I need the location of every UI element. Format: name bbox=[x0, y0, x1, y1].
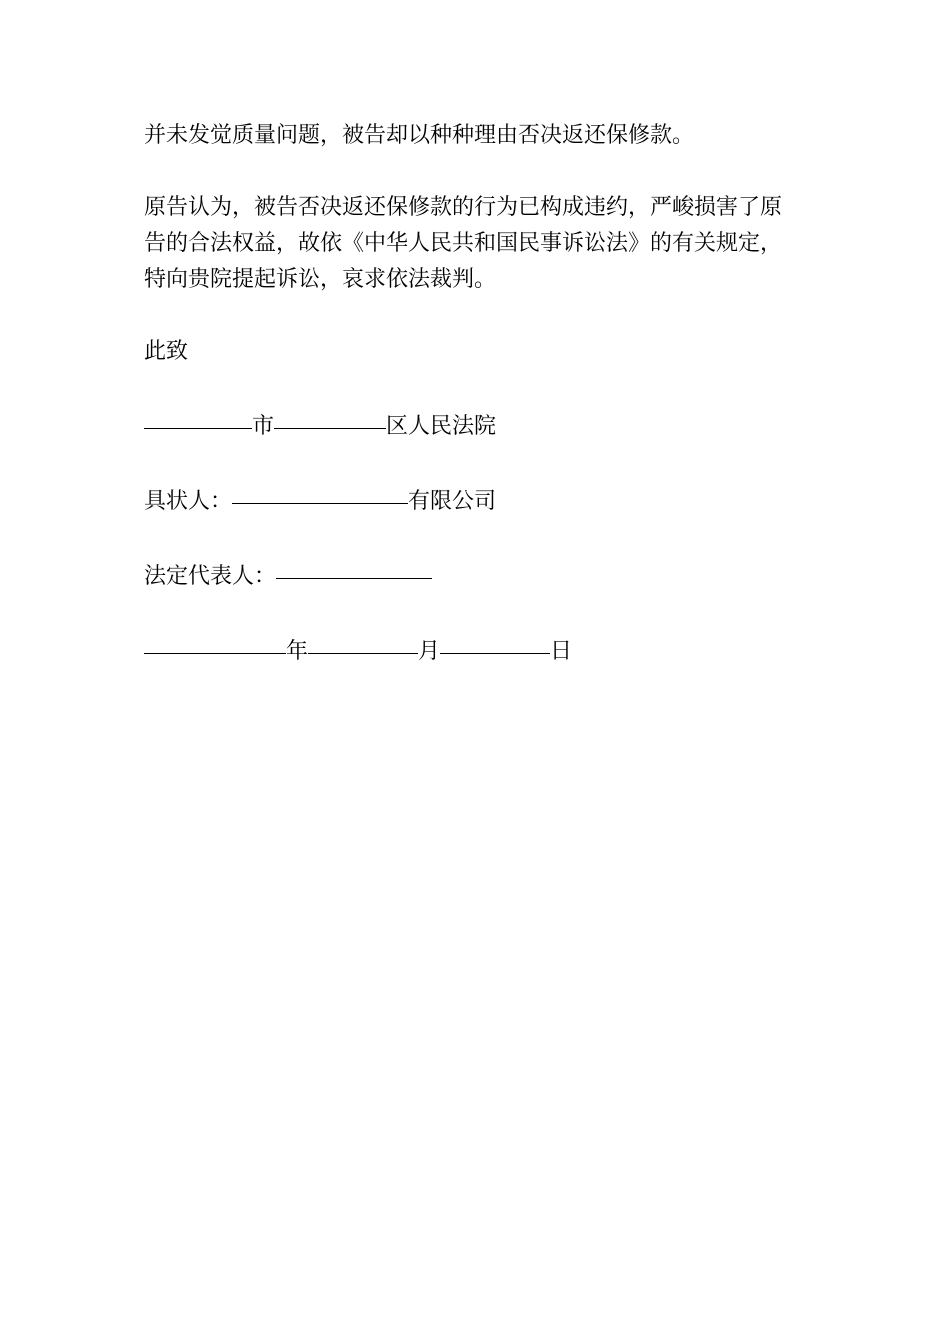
salutation-text: 此致 bbox=[144, 339, 189, 364]
plaintiff-line bbox=[144, 481, 816, 520]
paragraph-line: 告的合法权益，故依《中华人民共和国民事诉讼法》的有关规定， bbox=[144, 231, 783, 256]
date-line bbox=[144, 631, 816, 670]
city-suffix: 市 bbox=[252, 414, 275, 439]
representative-label: 法定代表人： bbox=[144, 564, 277, 589]
salutation bbox=[144, 334, 816, 370]
month-blank bbox=[308, 627, 418, 654]
month-label: 月 bbox=[418, 639, 441, 664]
day-label: 日 bbox=[550, 639, 573, 664]
day-blank bbox=[440, 627, 550, 654]
paragraph-line: 并未发觉质量问题，被告却以种种理由否决返还保修款。 bbox=[144, 123, 695, 148]
representative-line bbox=[144, 556, 816, 595]
city-blank bbox=[144, 402, 252, 429]
court-line bbox=[144, 406, 816, 445]
document-body bbox=[144, 118, 816, 670]
plaintiff-label: 具状人： bbox=[144, 489, 233, 514]
district-blank bbox=[274, 402, 386, 429]
year-label: 年 bbox=[286, 639, 309, 664]
paragraph-line: 原告认为，被告否决返还保修款的行为已构成违约，严峻损害了原 bbox=[144, 195, 783, 220]
year-blank bbox=[144, 627, 286, 654]
company-blank bbox=[232, 477, 408, 504]
representative-blank bbox=[276, 552, 432, 579]
paragraph-line: 特向贵院提起诉讼，哀求依法裁判。 bbox=[144, 267, 497, 292]
court-suffix: 区人民法院 bbox=[386, 414, 497, 439]
paragraph-quality-issue bbox=[144, 118, 816, 154]
paragraph-plaintiff-claim bbox=[144, 190, 816, 298]
company-suffix: 有限公司 bbox=[408, 489, 497, 514]
